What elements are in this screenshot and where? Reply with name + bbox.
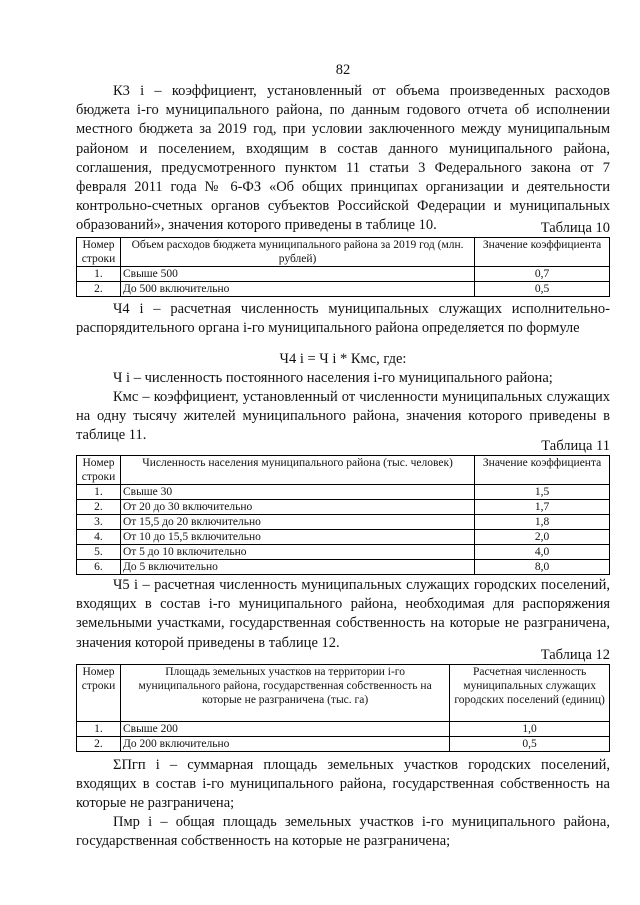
row-label: От 5 до 10 включительно [120,545,474,560]
row-label: Свыше 30 [120,485,474,500]
row-label: От 10 до 15,5 включительно [120,530,474,545]
table-10 [76,237,610,297]
row-number: 1. [77,722,121,737]
table-11 [76,455,610,575]
table-row [77,485,610,500]
table12-header-employees: Расчетная численность муниципальных служащих городских поселений (единиц) [450,665,610,722]
table12-header-area: Площадь земельных участков на территории i-го муниципального района, государственная собственность на которые не разграничена (тыс. га) [120,665,449,722]
row-value: 1,7 [475,500,610,515]
row-value: 4,0 [475,545,610,560]
paragraph-pmr: Пмр i – общая площадь земельных участков i-го муниципального района, государственная собственность на которые не разграничена; [76,814,610,850]
table11-header-coefficient: Значение коэффициента [475,456,610,485]
table-row [77,267,610,282]
row-value: 1,0 [450,722,610,737]
row-value: 1,8 [475,515,610,530]
table11-header-number: Номер строки [77,456,121,485]
row-label: До 200 включительно [120,737,449,752]
table11-caption: Таблица 11 [541,438,610,454]
paragraph-sum-pgp: ΣПгп i – суммарная площадь земельных участков городских поселений, входящих в состав i-го муниципального района, государственная собственность на которые не разграничена; [76,757,610,812]
table-row [77,560,610,575]
page-number: 82 [335,62,351,78]
row-label: От 20 до 30 включительно [120,500,474,515]
row-number: 5. [77,545,121,560]
paragraph-kms: Кмс – коэффициент, установленный от численности муниципальных служащих на одну тысячу жителей муниципального района, значения которого приведены в таблице 11. [76,389,610,444]
row-number: 2. [77,737,121,752]
table-12 [76,664,610,752]
table-row [77,722,610,737]
table10-header-number: Номер строки [77,238,121,267]
row-label: До 500 включительно [120,282,474,297]
row-value: 0,7 [475,267,610,282]
table-row [77,545,610,560]
table12-caption: Таблица 12 [540,647,610,663]
paragraph-ch: Ч i – численность постоянного населения i-го муниципального района; [113,370,553,386]
table10-header-coefficient: Значение коэффициента [475,238,610,267]
table10-caption: Таблица 10 [540,220,610,236]
row-number: 3. [77,515,121,530]
row-value: 8,0 [475,560,610,575]
row-number: 2. [77,500,121,515]
row-number: 4. [77,530,121,545]
row-value: 0,5 [475,282,610,297]
table10-header-expenses: Объем расходов бюджета муниципального района за 2019 год (млн. рублей) [120,238,474,267]
row-label: Свыше 500 [120,267,474,282]
row-number: 6. [77,560,121,575]
table12-header-number: Номер строки [77,665,121,722]
table-row [77,737,610,752]
row-label: Свыше 200 [120,722,449,737]
row-value: 1,5 [475,485,610,500]
row-value: 0,5 [450,737,610,752]
row-value: 2,0 [475,530,610,545]
row-number: 1. [77,267,121,282]
row-number: 2. [77,282,121,297]
table-row [77,515,610,530]
row-label: От 15,5 до 20 включительно [120,515,474,530]
paragraph-ch5: Ч5 i – расчетная численность муниципальных служащих городских поселений, входящих в состав i-го муниципального района, необходимая для распоряжения земельными участками, государственная собственность на которые не разграничена, значения которой приведены в таблице 12. [76,577,610,651]
table-row [77,282,610,297]
table11-header-population: Численность населения муниципального района (тыс. человек) [120,456,474,485]
paragraph-k3: К3 i – коэффициент, установленный от объема произведенных расходов бюджета i-го муниципального района, по данным годового отчета об исполнении местного бюджета за 2019 год, при условии заключенного между муниципальным районом и поселением, входящим в состав данного муниципального района, соглашения, предусмотренного пунктом 11 статьи 3 Федерального закона от 7 февраля 2011 года № 6-ФЗ «Об общих принципах организации и деятельности контрольно-счетных органов субъектов Российской Федерации и муниципальных образований», значения которого приведены в таблице 10. [76,83,610,234]
row-label: До 5 включительно [120,560,474,575]
formula-ch4: Ч4 i = Ч i * Кмс, где: [279,351,407,367]
paragraph-ch4: Ч4 i – расчетная численность муниципальных служащих исполнительно-распорядительного органа i-го муниципального района определяется по формуле [76,301,610,337]
row-number: 1. [77,485,121,500]
table-row [77,530,610,545]
table-row [77,500,610,515]
